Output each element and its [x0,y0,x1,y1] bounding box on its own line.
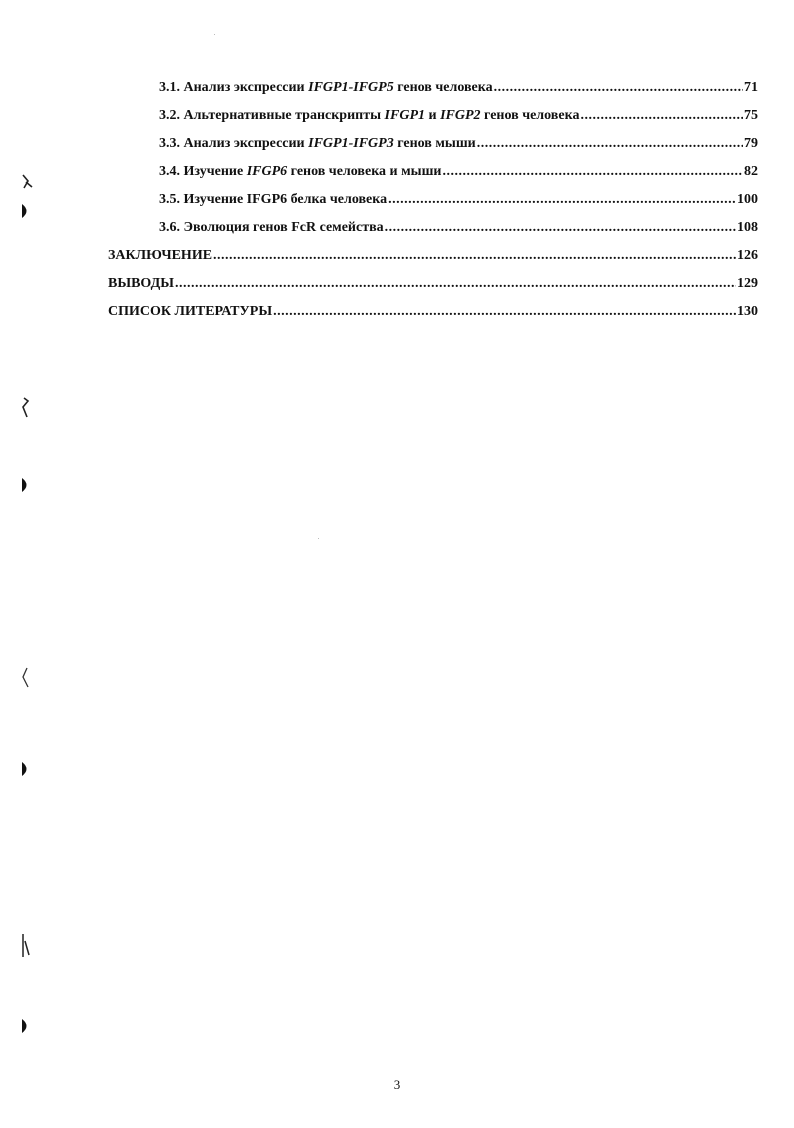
binder-hole-mark-icon [20,761,32,777]
toc-entry [108,303,758,321]
toc-page-number: 71 [744,80,758,95]
toc-leader-dots [273,303,736,321]
toc-entry-label: ВЫВОДЫ [108,276,174,291]
scan-mark-icon [20,933,32,959]
toc-leader-dots [580,107,743,125]
toc-page-number: 108 [737,220,758,235]
toc-leader-dots [213,247,736,265]
toc-leader-dots [388,191,736,209]
toc-page-number: 79 [744,136,758,151]
toc-entry-label: 3.2. Альтернативные транскрипты IFGP1 и IFGP2 генов человека [159,108,580,123]
toc-leader-dots [175,275,736,293]
scan-mark-icon [20,667,32,689]
toc-entry-label: 3.1. Анализ экспрессии IFGP1-IFGP5 генов человека [159,80,493,95]
toc-entry [159,135,758,153]
toc-leader-dots [442,163,743,181]
toc-entry-label: 3.5. Изучение IFGP6 белка человека [159,192,388,207]
toc-leader-dots [494,79,743,97]
toc-entry [108,247,758,265]
toc-entry [159,219,758,237]
scan-mark-icon [20,174,34,190]
scan-speck [318,538,319,539]
toc-leader-dots [477,135,743,153]
toc-entry [159,191,758,209]
toc-page-number: 100 [737,192,758,207]
toc-entry [159,107,758,125]
scan-mark-icon [20,397,32,419]
toc-page-number: 75 [744,108,758,123]
toc-page-number: 126 [737,248,758,263]
toc-entry-label: 3.3. Анализ экспрессии IFGP1-IFGP3 генов мыши [159,136,476,151]
toc-entry [108,275,758,293]
toc-page-number: 129 [737,276,758,291]
page-number: 3 [393,1077,401,1092]
toc-page-number: 82 [744,164,758,179]
toc-entry [159,79,758,97]
toc-entry-label: 3.4. Изучение IFGP6 генов человека и мыши [159,164,442,179]
toc-leader-dots [385,219,736,237]
toc-entry-label: 3.6. Эволюция генов FcR семейства [159,220,384,235]
toc-entry-label: СПИСОК ЛИТЕРАТУРЫ [108,304,273,319]
binder-hole-mark-icon [20,1018,32,1034]
binder-hole-mark-icon [20,477,32,493]
binder-hole-mark-icon [20,203,32,219]
toc-entry [159,163,758,181]
toc-page-number: 130 [737,304,758,319]
toc-entry-label: ЗАКЛЮЧЕНИЕ [108,248,213,263]
scan-speck [214,34,215,35]
